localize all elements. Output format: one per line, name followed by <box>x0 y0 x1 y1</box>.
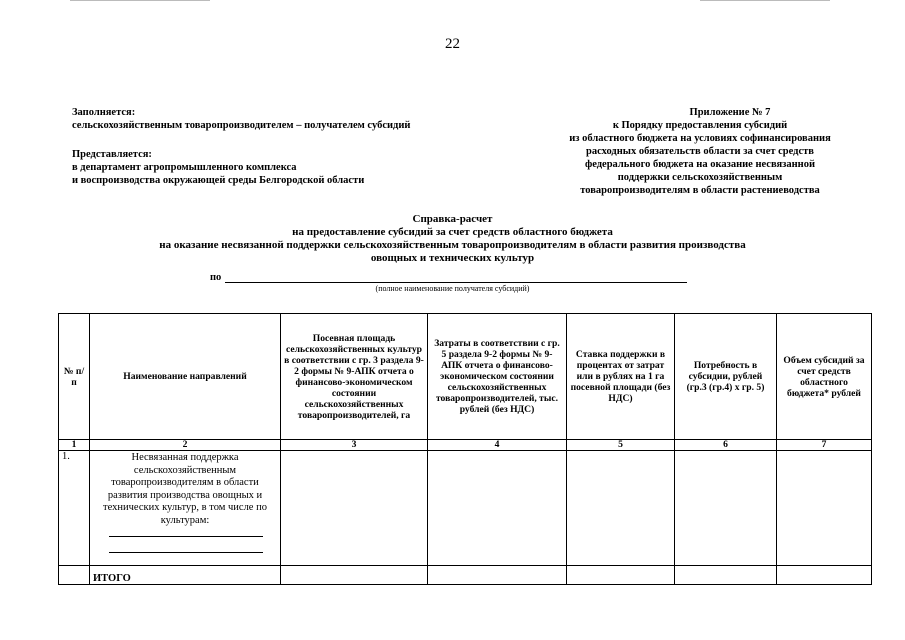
header-subsidy-need: Потребность в субсидии, рублей (гр.3 (гр.4) х гр. 5) <box>675 314 777 440</box>
appendix-line: к Порядку предоставления субсидий <box>612 120 788 131</box>
column-number: 2 <box>90 440 281 451</box>
total-row <box>59 566 872 585</box>
subsidy-need-cell[interactable] <box>675 451 777 566</box>
document-title-line-3: на оказание несвязанной поддержки сельскохозяйственным товаропроизводителям в области развития производства <box>159 239 746 251</box>
column-number: 4 <box>428 440 567 451</box>
appendix-line: из областного бюджета на условиях софинансирования <box>569 133 831 144</box>
header-direction-name: Наименование направлений <box>90 314 281 440</box>
table-row <box>59 451 872 566</box>
column-number: 1 <box>59 440 90 451</box>
support-rate-cell[interactable] <box>567 451 675 566</box>
header-row <box>59 314 872 440</box>
costs-cell[interactable] <box>428 451 567 566</box>
crop-blank-line[interactable] <box>109 535 263 537</box>
appendix-block <box>520 106 880 197</box>
row-direction-cell <box>90 451 281 566</box>
total-number-cell <box>59 566 90 585</box>
total-sown-area-cell[interactable] <box>281 566 428 585</box>
column-number: 5 <box>567 440 675 451</box>
top-rule-right <box>700 0 830 1</box>
recipient-line <box>210 272 687 283</box>
total-subsidy-volume-cell[interactable] <box>777 566 872 585</box>
column-number: 7 <box>777 440 872 451</box>
document-title-line-1: Справка-расчет <box>412 213 493 225</box>
filled-by-value: сельскохозяйственным товаропроизводителем – получателем субсидий <box>72 120 411 131</box>
header-row-number: № п/п <box>59 314 90 440</box>
header-costs: Затраты в соответствии с гр. 5 раздела 9-2 формы № 9-АПК отчета о финансово-экономическом состоянии сельскохозяйственных товаропроизводителей, тыс. рублей (без НДС) <box>428 314 567 440</box>
appendix-title: Приложение № 7 <box>689 107 771 118</box>
submitted-label: Представляется: <box>72 149 152 160</box>
calculation-table <box>58 313 872 585</box>
top-rule-left <box>70 0 210 1</box>
total-label: ИТОГО <box>90 566 281 585</box>
recipient-name-field[interactable] <box>225 272 687 283</box>
row-direction-name: Несвязанная поддержка сельскохозяйственным товаропроизводителям в области развития производства овощных и технических культур, в том числе по культурам: <box>103 452 267 526</box>
header-subsidy-volume: Объем субсидий за счет средств областного бюджета* рублей <box>777 314 872 440</box>
recipient-prefix: по <box>210 272 222 283</box>
filling-info <box>72 106 410 187</box>
appendix-line: поддержки сельскохозяйственным <box>617 172 783 183</box>
total-costs-cell[interactable] <box>428 566 567 585</box>
document-title <box>0 213 905 265</box>
submitted-line-1: в департамент агропромышленного комплекса <box>72 162 297 173</box>
filled-by-label: Заполняется: <box>72 107 136 118</box>
subsidy-volume-cell[interactable] <box>777 451 872 566</box>
recipient-caption: (полное наименование получателя субсидий) <box>375 284 530 293</box>
header-support-rate: Ставка поддержки в процентах от затрат или в рублях на 1 га посевной площади (без НДС) <box>567 314 675 440</box>
appendix-line: федерального бюджета на оказание несвязанной <box>584 159 816 170</box>
document-title-line-2: на предоставление субсидий за счет средств областного бюджета <box>292 226 613 238</box>
column-number-row <box>59 440 872 451</box>
total-subsidy-need-cell[interactable] <box>675 566 777 585</box>
appendix-line: расходных обязательств области за счет средств <box>586 146 814 157</box>
submitted-line-2: и воспроизводства окружающей среды Белгородской области <box>72 175 365 186</box>
crop-blank-line[interactable] <box>109 551 263 553</box>
column-number: 6 <box>675 440 777 451</box>
column-number: 3 <box>281 440 428 451</box>
sown-area-cell[interactable] <box>281 451 428 566</box>
row-number: 1. <box>59 451 90 566</box>
header-sown-area: Посевная площадь сельскохозяйственных культур в соответствии с гр. 3 раздела 9-2 формы № 9-АПК отчета о финансово-экономическом состоянии сельскохозяйственных товаропроизводителей, га <box>281 314 428 440</box>
appendix-line: товаропроизводителям в области растениеводства <box>580 185 820 196</box>
total-support-rate-cell[interactable] <box>567 566 675 585</box>
page-number: 22 <box>445 36 460 52</box>
document-title-line-4: овощных и технических культур <box>370 252 535 264</box>
